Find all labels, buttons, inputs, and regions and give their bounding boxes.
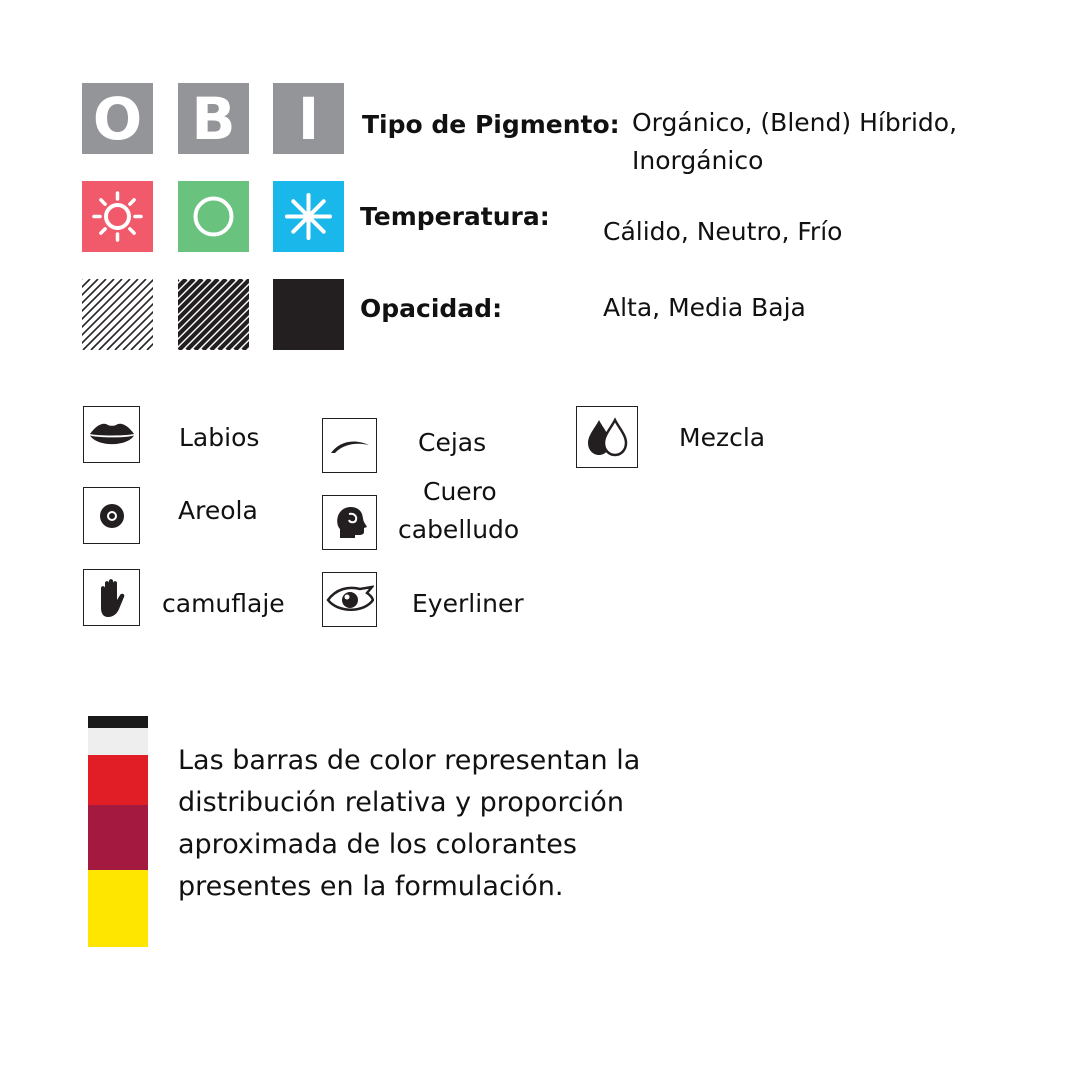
- eyebrow-icon: [329, 436, 371, 456]
- dense-hatch-icon: [178, 279, 249, 350]
- area-label-lips: Labios: [179, 423, 260, 452]
- sun-icon: [82, 181, 153, 252]
- description-line-2: distribución relativa y proporción: [178, 787, 624, 818]
- opacity-label: Opacidad:: [360, 294, 503, 323]
- area-label-eyeliner: Eyerliner: [412, 589, 524, 618]
- temperature-label: Temperatura:: [360, 202, 550, 231]
- areola-box: [83, 487, 140, 544]
- inorganic-tile: [273, 83, 344, 154]
- light-hatch-icon: [82, 279, 153, 350]
- eye-box: [322, 572, 377, 627]
- description-line-1: Las barras de color representan la: [178, 745, 641, 776]
- neutral-tile: [178, 181, 249, 252]
- pigment-value-line1: Orgánico, (Blend) Híbrido,: [632, 108, 958, 137]
- lips-box: [83, 406, 140, 463]
- pigment-value-line2: Inorgánico: [632, 146, 764, 175]
- warm-tile: [82, 181, 153, 252]
- area-label-areola: Areola: [178, 496, 258, 525]
- drops-box: [576, 406, 638, 468]
- color-bar-segment: [88, 805, 148, 870]
- head-icon: [330, 503, 370, 543]
- blend-letter: B: [191, 84, 236, 153]
- color-bar-segment: [88, 728, 148, 755]
- hand-box: [83, 569, 140, 626]
- blend-tile: [178, 83, 249, 154]
- area-label-scalp-line2: cabelludo: [398, 515, 520, 544]
- opacity-value: Alta, Media Baja: [603, 293, 806, 322]
- medium-opacity-tile: [178, 279, 249, 350]
- description-line-4: presentes en la formulación.: [178, 871, 564, 902]
- eyebrow-box: [322, 418, 377, 473]
- color-bar-segment: [88, 755, 148, 805]
- color-bar-segment: [88, 870, 148, 947]
- organic-tile: [82, 83, 153, 154]
- description-line-3: aproximada de los colorantes: [178, 829, 577, 860]
- head-box: [322, 495, 377, 550]
- snowflake-icon: [273, 181, 344, 252]
- area-label-blend: Mezcla: [679, 423, 766, 452]
- area-label-scalp-line1: Cuero: [423, 477, 497, 506]
- area-label-eyebrows: Cejas: [418, 428, 487, 457]
- areola-icon: [92, 496, 132, 536]
- lips-icon: [89, 420, 135, 450]
- eye-icon: [326, 585, 374, 615]
- inorganic-letter: I: [297, 84, 320, 153]
- area-label-camouflage: camuflaje: [162, 589, 285, 618]
- color-bar-segment: [88, 716, 148, 728]
- solid-black-icon: [273, 279, 344, 350]
- organic-letter: O: [92, 84, 143, 153]
- temperature-value: Cálido, Neutro, Frío: [603, 217, 843, 246]
- circle-icon: [178, 181, 249, 252]
- color-bar-description: [178, 740, 640, 908]
- hand-icon: [92, 576, 132, 620]
- cold-tile: [273, 181, 344, 252]
- low-opacity-tile: [82, 279, 153, 350]
- color-distribution-bar: [88, 716, 148, 947]
- pigment-label: Tipo de Pigmento:: [362, 110, 620, 139]
- drops-icon: [583, 417, 631, 457]
